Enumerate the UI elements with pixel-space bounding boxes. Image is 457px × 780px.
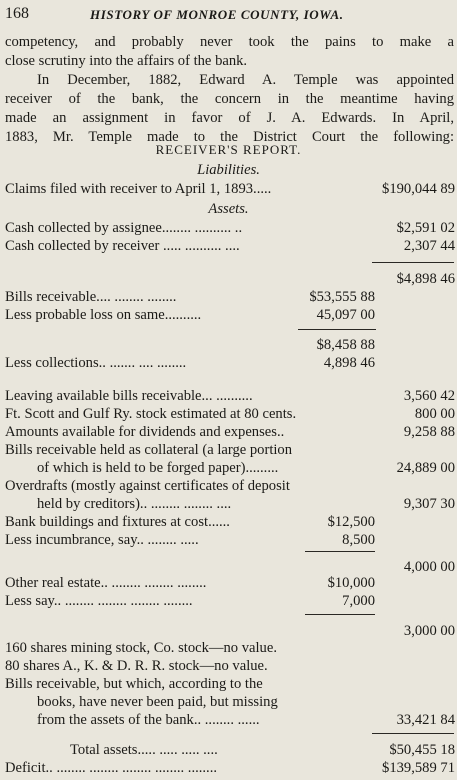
book-page: 168 HISTORY OF MONROE COUNTY, IOWA. competency, and probably never took the pains to make a close scrutiny into the affairs of the bank. In December, 1882, Edward A. Temple was appointed receiver of the bank, the concern in the meantime having made an assignment in favor of J. A. Edwards. In April, 1883, Mr. Temple made to the District Court the following: RECEIVER'S REPORT. Liabilities. Claims filed with receiver to April 1, 1893..... $190,044 89 Assets. Cash collected by assignee........ .......... .. $2,591 02 Cash collected by receiver ..... .......... .... 2,307 44 $4,898 46 Bills receivable.... ........ ........ $53,555 88 Less probable loss on same.......... 45,097 00 $8,458 88 Less collections.. ....... .... ........ 4,898 46 Leaving available bills receivable... .......... 3,560 42 Ft. Scott and Gulf Ry. stock estimated at 80 cents. 800 00 Amounts available for dividends and expenses.. 9,258 88 Bills receivable held as collateral (a large portion of which is held to be forged paper)......... 24,889 00 Overdrafts (mostly against certificates of deposit held by creditors).. ........ ........ .... 9,307 30 Bank buildings and fixtures at cost...... $12,500 Less incumbrance, say.. ........ ..... 8,500 4,000 00 Other real estate.. ........ ........ ........ $10,000 Less say.. ........ ........ ........ ........ 7,000 3,000 00 160 shares mining stock, Co. stock—no value. 80 shares A., K. & D. R. R. stock—no value. Bills receivable, but which, according to the books, have never been paid, but missing from the assets of the bank.. ........ ...... 33,421 84 Total assets..... ..... ..... .... $50,455 18 Deficit.. ........ ........ ........ ........ ........ $139,589 71: [5, 5, 455, 776]
divider-rule: [372, 733, 454, 734]
divider-rule: [298, 329, 376, 330]
running-title: HISTORY OF MONROE COUNTY, IOWA.: [90, 7, 344, 22]
divider-rule: [372, 262, 454, 263]
page-number: 168: [5, 5, 29, 22]
divider-rule: [305, 614, 375, 615]
divider-rule: [305, 551, 375, 552]
